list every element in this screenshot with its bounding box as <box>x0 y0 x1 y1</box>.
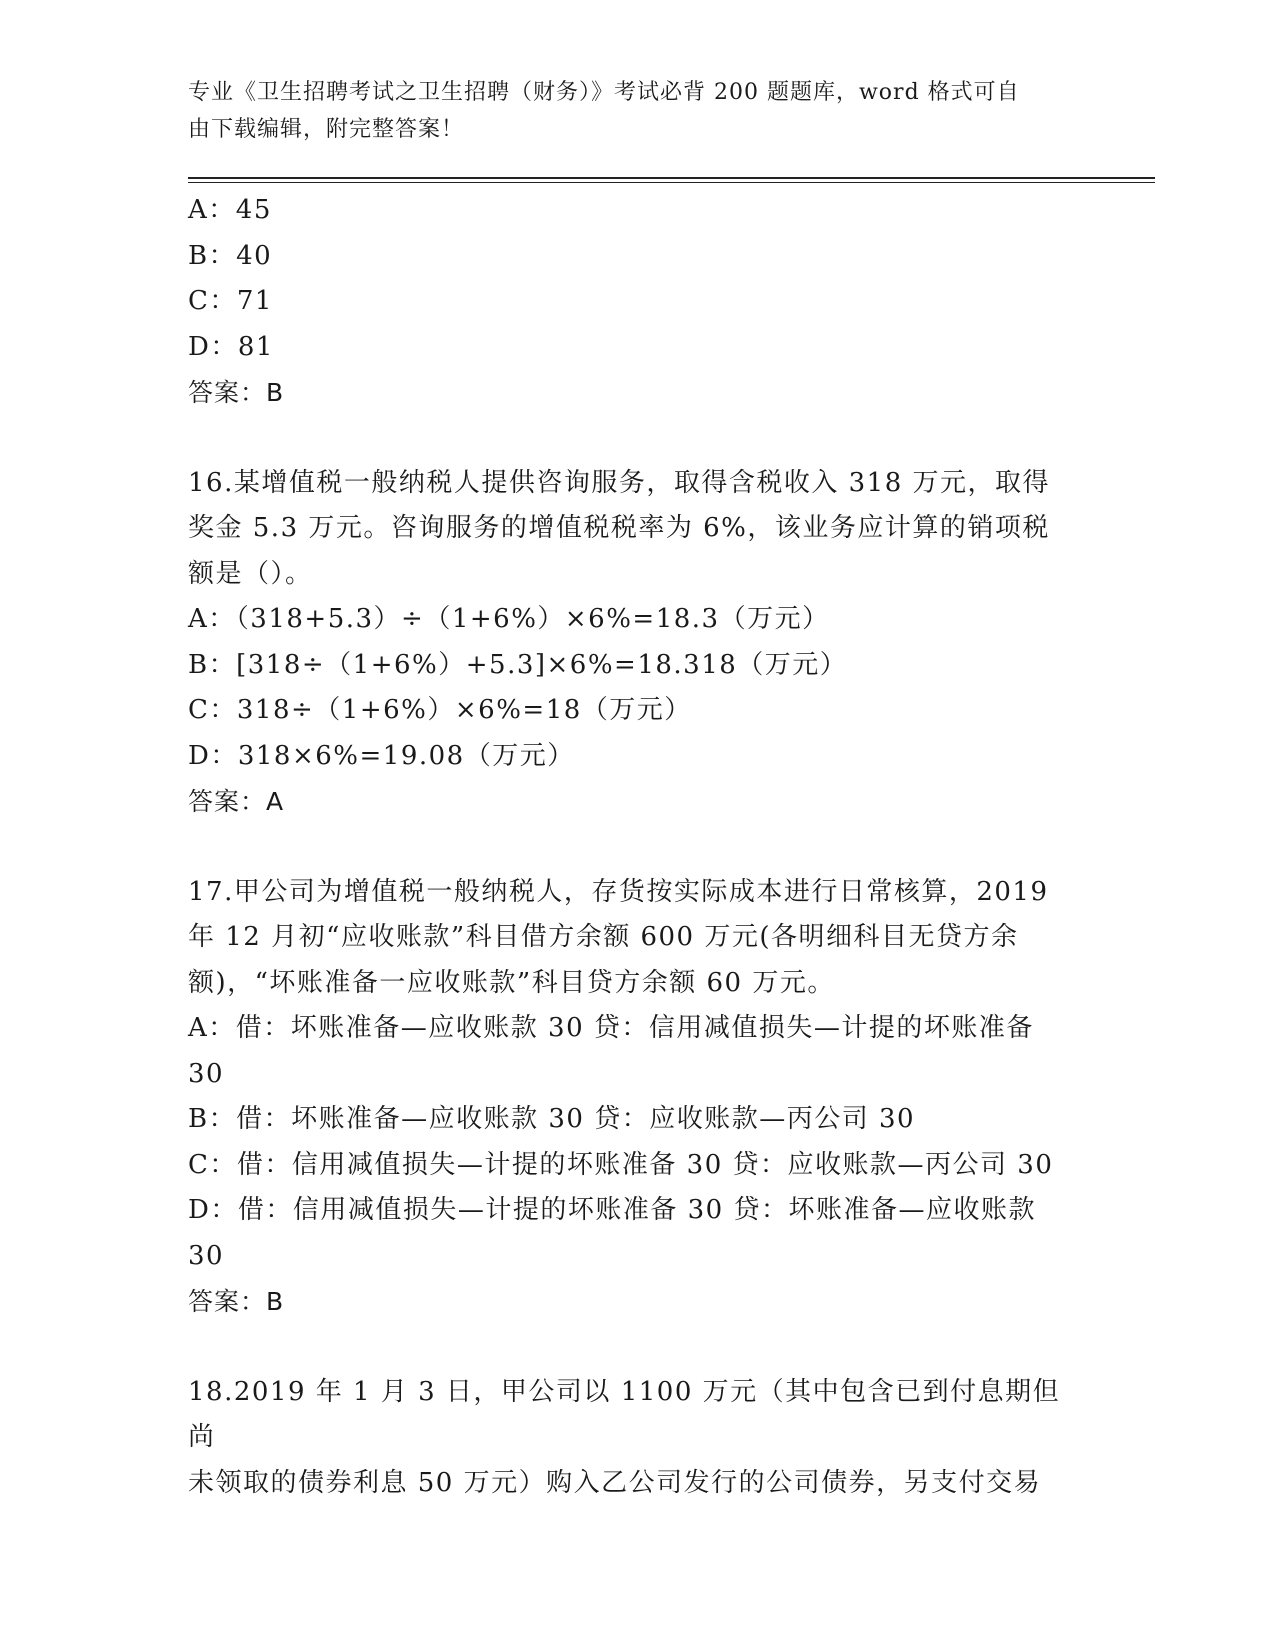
header-divider-thin <box>188 182 1155 183</box>
q15-answer: 答案：B <box>188 378 285 407</box>
q17-option-a-line-1: A：借：坏账准备—应收账款 30 贷：信用减值损失—计提的坏账准备 <box>188 1013 1034 1043</box>
q17-stem-line-3: 额)，“坏账准备一应收账款”科目贷方余额 60 万元。 <box>188 967 835 998</box>
q18-stem-line-1: 18.2019 年 1 月 3 日，甲公司以 1100 万元（其中包含已到付息期但尚 <box>188 1376 1061 1452</box>
q15-option-d: D：81 <box>188 331 274 362</box>
question-content <box>188 188 1078 1506</box>
q15-option-b: B：40 <box>188 240 273 271</box>
q17-option-b: B：借：坏账准备—应收账款 30 贷：应收账款—丙公司 30 <box>188 1104 916 1134</box>
q16-answer: 答案：A <box>188 787 285 816</box>
q17-option-c: C：借：信用减值损失—计提的坏账准备 30 贷：应收账款—丙公司 30 <box>188 1149 1054 1180</box>
q16-stem-line-2: 奖金 5.3 万元。咨询服务的增值税税率为 6%，该业务应计算的销项税 <box>188 513 1050 543</box>
q16-stem-line-1: 16.某增值税一般纳税人提供咨询服务，取得含税收入 318 万元，取得 <box>188 467 1051 498</box>
q16-stem-line-3: 额是（）。 <box>188 558 313 589</box>
q17-stem-line-1: 17.甲公司为增值税一般纳税人，存货按实际成本进行日常核算，2019 <box>188 876 1049 907</box>
q17-answer: 答案：B <box>188 1287 285 1316</box>
q15-option-a: A：45 <box>188 195 272 225</box>
q16-option-a: A：（318+5.3）÷（1+6%）×6%=18.3（万元） <box>188 604 830 634</box>
header-line-1: 专业《卫生招聘考试之卫生招聘（财务）》考试必背 200 题题库，word 格式可自 <box>188 80 1020 105</box>
q17-stem-line-2: 年 12 月初“应收账款”科目借方余额 600 万元(各明细科目无贷方余 <box>188 922 1019 952</box>
q17-option-d-line-2: 30 <box>188 1240 225 1271</box>
q17-option-a-line-2: 30 <box>188 1058 225 1089</box>
q16-option-c: C：318÷（1+6%）×6%=18（万元） <box>188 695 692 725</box>
q16-option-b: B：[318÷（1+6%）+5.3]×6%=18.318（万元） <box>188 649 848 680</box>
spacer <box>188 1325 1078 1370</box>
question-16 <box>188 461 1078 825</box>
q15-option-c: C：71 <box>188 286 273 316</box>
spacer <box>188 416 1078 461</box>
q16-option-d: D：318×6%=19.08（万元） <box>188 740 575 771</box>
q18-stem-line-2: 未领取的债券利息 50 万元）购入乙公司发行的公司债券，另支付交易 <box>188 1467 1042 1498</box>
header-divider-thick <box>188 177 1155 179</box>
question-17 <box>188 870 1078 1325</box>
q17-option-d-line-1: D：借：信用减值损失—计提的坏账准备 30 贷：坏账准备—应收账款 <box>188 1195 1036 1225</box>
header-line-2: 由下载编辑，附完整答案！ <box>188 117 465 142</box>
question-15-options <box>188 188 1078 416</box>
spacer <box>188 825 1078 870</box>
page-header <box>188 74 1068 148</box>
question-18 <box>188 1370 1078 1507</box>
